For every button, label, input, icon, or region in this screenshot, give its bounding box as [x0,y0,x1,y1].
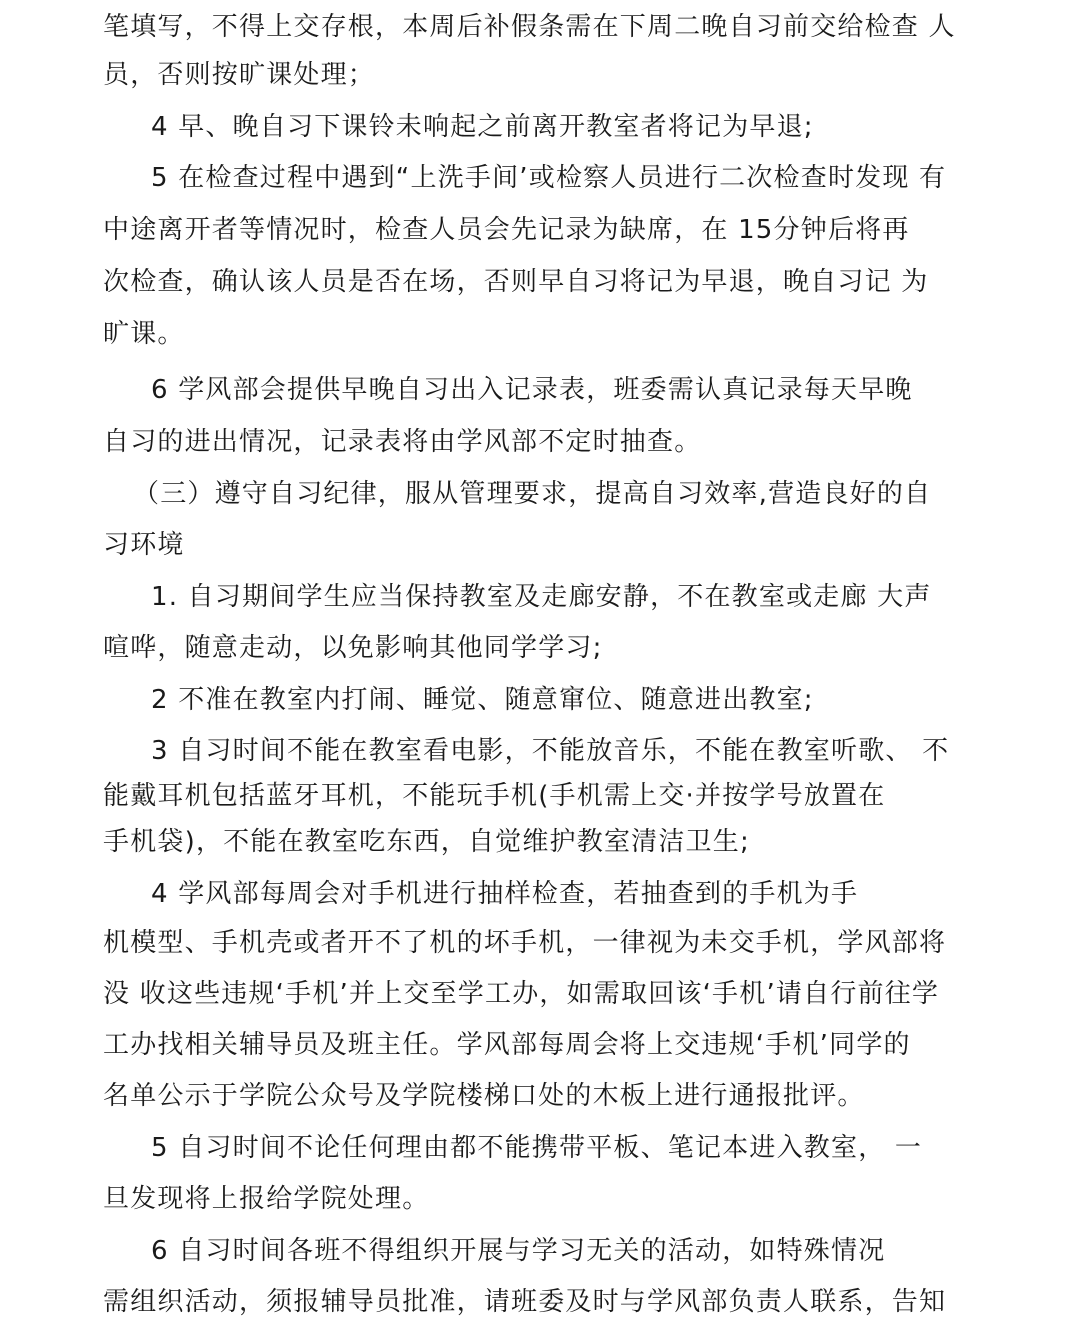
text-line: 旦发现将上报给学院处理。 [103,1184,430,1214]
text-line: 喧哗，随意走动，以免影响其他同学学习; [103,633,603,663]
list-item-4: 4 早、晚自习下课铃未响起之前离开教室者将记为早退; [151,112,814,142]
section-heading: （三）遵守自习纪律，服从管理要求，提高自习效率,营造良好的自 [133,479,932,509]
text-line: 次检查，确认该人员是否在场，否则早自习将记为早退，晚自习记 为 [103,267,929,297]
text-line: 自习的进出情况，记录表将由学风部不定时抽查。 [103,427,702,457]
text-line: 没 收这些违规‘手机’并上交至学工办，如需取回该‘手机’请自行前往学 [103,979,940,1009]
text-line: 旷课。 [103,319,185,349]
text-line: 能戴耳机包括蓝牙耳机，不能玩手机(手机需上交·并按学号放置在 [103,781,886,811]
list-item-5b: 5 自习时间不论任何理由都不能携带平板、笔记本进入教室， 一 [151,1133,923,1163]
list-item-2: 2 不准在教室内打闹、睡觉、随意窜位、随意进出教室; [151,685,814,715]
text-line: 需组织活动，须报辅导员批准，请班委及时与学风部负责人联系，告知 [103,1287,947,1317]
text-line: 机模型、手机壳或者开不了机的坏手机，一律视为未交手机，学风部将 [103,928,947,958]
text-line: 手机袋)，不能在教室吃东西，自觉维护教室清洁卫生; [103,827,750,857]
text-line: 笔填写，不得上交存根，本周后补假条需在下周二晚自习前交给检查 人 [103,12,956,42]
text-line: 员，否则按旷课处理； [103,60,376,90]
list-item-4b: 4 学风部每周会对手机进行抽样检查，若抽查到的手机为手 [151,879,859,909]
list-item-3: 3 自习时间不能在教室看电影，不能放音乐，不能在教室听歌、 不 [151,736,950,766]
list-item-1: 1. 自习期间学生应当保持教室及走廊安静，不在教室或走廊 大声 [151,582,932,612]
text-line: 名单公示于学院公众号及学院楼梯口处的木板上进行通报批评。 [103,1081,865,1111]
text-line: 工办找相关辅导员及班主任。学风部每周会将上交违规‘手机’同学的 [103,1030,911,1060]
list-item-6: 6 学风部会提供早晚自习出入记录表，班委需认真记录每天早晚 [151,375,913,405]
list-item-5: 5 在检查过程中遇到“上洗手间’或检察人员进行二次检查时发现 有 [151,163,947,193]
section-heading-cont: 习环境 [103,530,185,560]
text-line: 中途离开者等情况时，检查人员会先记录为缺席，在 15分钟后将再 [103,215,910,245]
list-item-6b: 6 自习时间各班不得组织开展与学习无关的活动，如特殊情况 [151,1236,886,1266]
